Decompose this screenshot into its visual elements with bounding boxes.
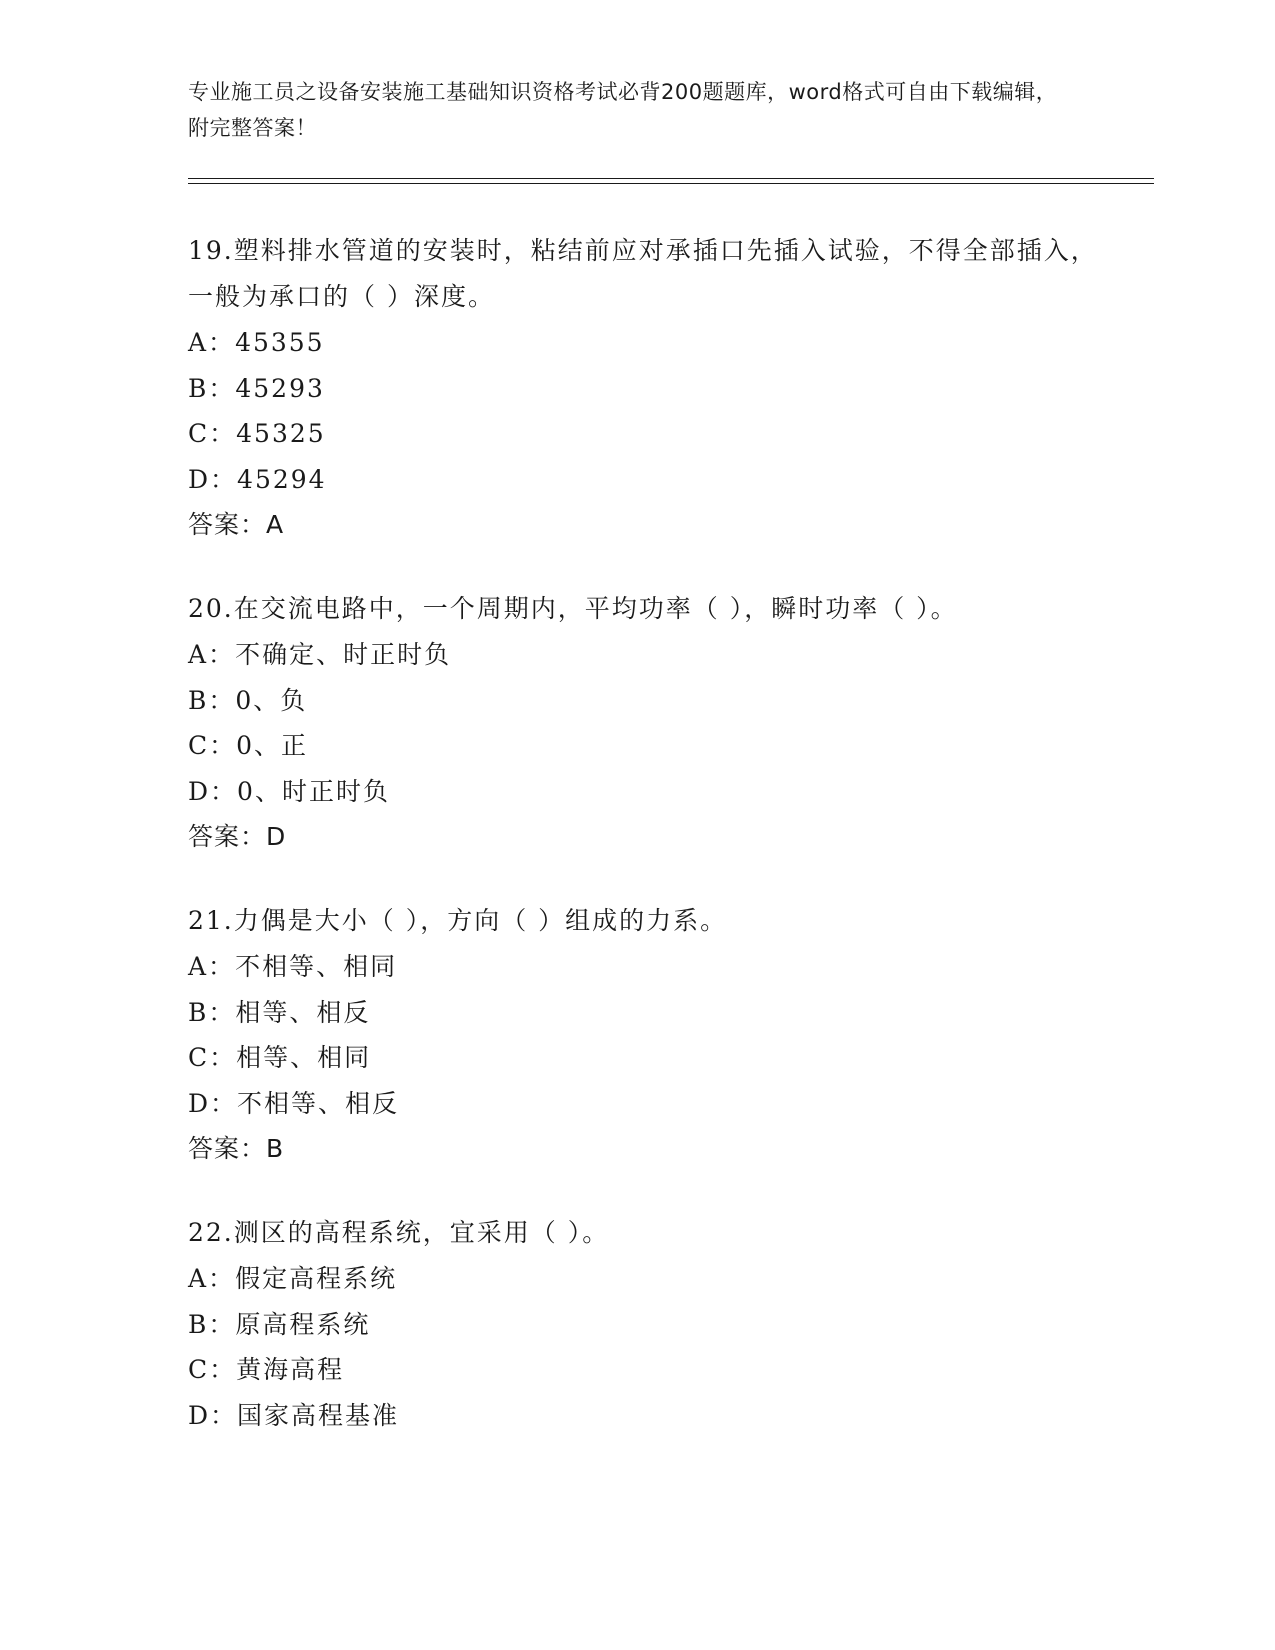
question-20: [188, 586, 1108, 860]
option-value: 原高程系统: [235, 1309, 371, 1339]
option-d: [188, 1081, 1108, 1127]
option-value: 不确定、时正时负: [235, 640, 452, 669]
question-text: 21.力偶是大小（ ），方向（ ）组成的力系。: [188, 906, 728, 935]
option-c: [188, 411, 1108, 457]
option-a: [188, 944, 1108, 990]
option-value: 45294: [237, 464, 327, 494]
option-key: C：: [188, 1355, 237, 1384]
header-divider-top: [188, 178, 1154, 179]
option-key: A：: [188, 1264, 236, 1293]
question-21: [188, 898, 1108, 1172]
option-b: [188, 1302, 1108, 1348]
question-text: 20.在交流电路中，一个周期内，平均功率（ ），瞬时功率（ ）。: [188, 594, 958, 623]
option-c: [188, 1035, 1108, 1081]
option-d: [188, 457, 1108, 503]
option-key: B：: [188, 685, 236, 715]
answer-line: 答案：B: [188, 1134, 285, 1163]
option-key: C：: [188, 731, 237, 760]
option-d: [188, 1393, 1108, 1439]
answer-line: 答案：A: [188, 510, 285, 539]
option-a: [188, 320, 1108, 366]
option-key: C：: [188, 1043, 237, 1072]
option-key: C：: [188, 419, 237, 448]
question-list: [188, 228, 1108, 1476]
option-value: 45355: [235, 328, 325, 357]
option-value: 相等、相同: [236, 1043, 372, 1072]
option-value: 不相等、相同: [235, 952, 398, 981]
option-key: B：: [188, 1309, 236, 1339]
option-b: [188, 678, 1108, 724]
option-b: [188, 366, 1108, 412]
option-a: [188, 632, 1108, 678]
question-19: [188, 228, 1108, 548]
option-value: 假定高程系统: [235, 1264, 398, 1293]
header-divider-bottom: [188, 183, 1154, 184]
option-value: 0、时正时负: [237, 776, 390, 806]
option-d: [188, 769, 1108, 815]
question-22: [188, 1210, 1108, 1438]
option-a: [188, 1256, 1108, 1302]
option-key: D：: [188, 464, 238, 494]
option-value: 0、正: [236, 731, 309, 760]
option-value: 0、负: [235, 685, 308, 715]
answer-line: 答案：D: [188, 822, 287, 851]
option-value: 45325: [236, 419, 326, 448]
option-value: 国家高程基准: [237, 1400, 400, 1430]
option-key: A：: [188, 640, 236, 669]
option-value: 45293: [235, 373, 325, 403]
option-key: A：: [188, 328, 236, 357]
option-value: 不相等、相反: [237, 1088, 400, 1118]
option-value: 黄海高程: [236, 1355, 345, 1384]
question-text: 19.塑料排水管道的安装时，粘结前应对承插口先插入试验，不得全部插入，一般为承口的（ ）深度。: [188, 236, 1098, 311]
page-header-title: 专业施工员之设备安装施工基础知识资格考试必背200题题库，word格式可自由下载编辑，附完整答案！: [188, 80, 1058, 140]
option-b: [188, 990, 1108, 1036]
option-key: A：: [188, 952, 236, 981]
option-c: [188, 723, 1108, 769]
option-key: D：: [188, 1088, 238, 1118]
option-value: 相等、相反: [235, 997, 371, 1027]
option-c: [188, 1347, 1108, 1393]
option-key: D：: [188, 776, 238, 806]
option-key: B：: [188, 373, 236, 403]
option-key: B：: [188, 997, 236, 1027]
question-text: 22.测区的高程系统，宜采用（ ）。: [188, 1218, 610, 1247]
option-key: D：: [188, 1400, 238, 1430]
